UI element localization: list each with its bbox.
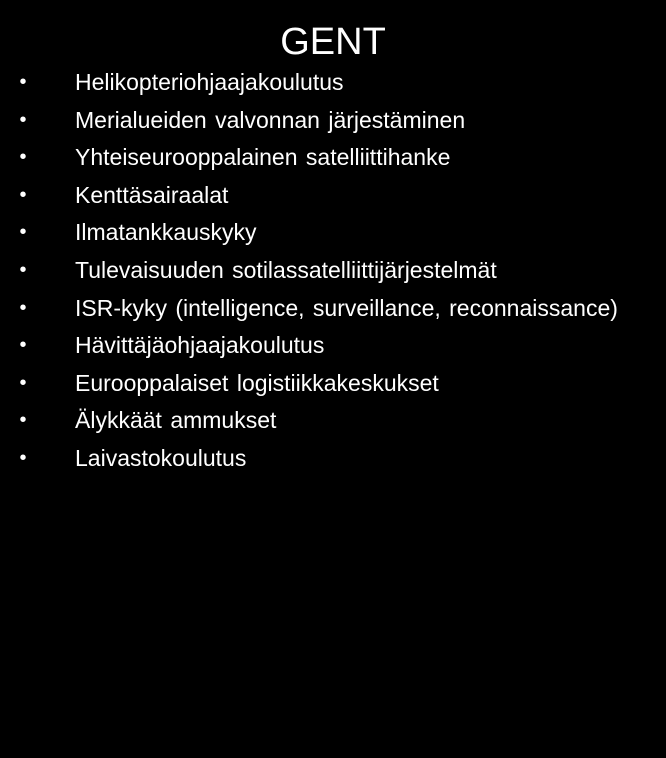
bullet-icon: • xyxy=(19,446,27,469)
bullet-icon: • xyxy=(19,258,27,281)
bullet-icon: • xyxy=(19,146,27,169)
bullet-icon: • xyxy=(19,296,27,319)
bullet-item xyxy=(0,70,640,95)
bullet-text: Laivastokoulutus xyxy=(75,444,247,471)
bullet-item xyxy=(0,408,640,433)
bullet-icon: • xyxy=(19,221,27,244)
bullet-item xyxy=(0,446,640,471)
bullet-item xyxy=(0,371,640,396)
bullet-text: Merialueiden valvonnan järjestäminen xyxy=(75,106,466,133)
bullet-text: Tulevaisuuden sotilassatelliittijärjestelmät xyxy=(75,256,497,283)
bullet-icon: • xyxy=(19,409,27,432)
bullet-text: ISR-kyky (intelligence, surveillance, reconnaissance) xyxy=(75,294,618,321)
bullet-text: Kenttäsairaalat xyxy=(75,181,229,208)
bullet-text: Yhteiseurooppalainen satelliittihanke xyxy=(75,144,451,171)
bullet-item xyxy=(0,183,640,208)
bullet-icon: • xyxy=(19,334,27,357)
bullet-text: Älykkäät ammukset xyxy=(75,407,277,434)
bullet-text: Eurooppalaiset logistiikkakeskukset xyxy=(75,369,439,396)
bullet-item xyxy=(0,258,640,283)
slide-title: GENT xyxy=(280,21,386,63)
bullet-item xyxy=(0,220,640,245)
bullet-icon: • xyxy=(19,371,27,394)
bullet-list xyxy=(0,70,640,484)
bullet-text: Helikopteriohjaajakoulutus xyxy=(75,69,344,95)
bullet-item xyxy=(0,108,640,133)
bullet-text: Ilmatankkauskyky xyxy=(75,219,257,246)
bullet-icon: • xyxy=(19,108,27,131)
bullet-item xyxy=(0,333,640,358)
bullet-item xyxy=(0,145,640,170)
bullet-text: Hävittäjäohjaajakoulutus xyxy=(75,332,325,359)
bullet-icon: • xyxy=(19,71,27,93)
bullet-icon: • xyxy=(19,183,27,206)
bullet-item xyxy=(0,296,640,321)
